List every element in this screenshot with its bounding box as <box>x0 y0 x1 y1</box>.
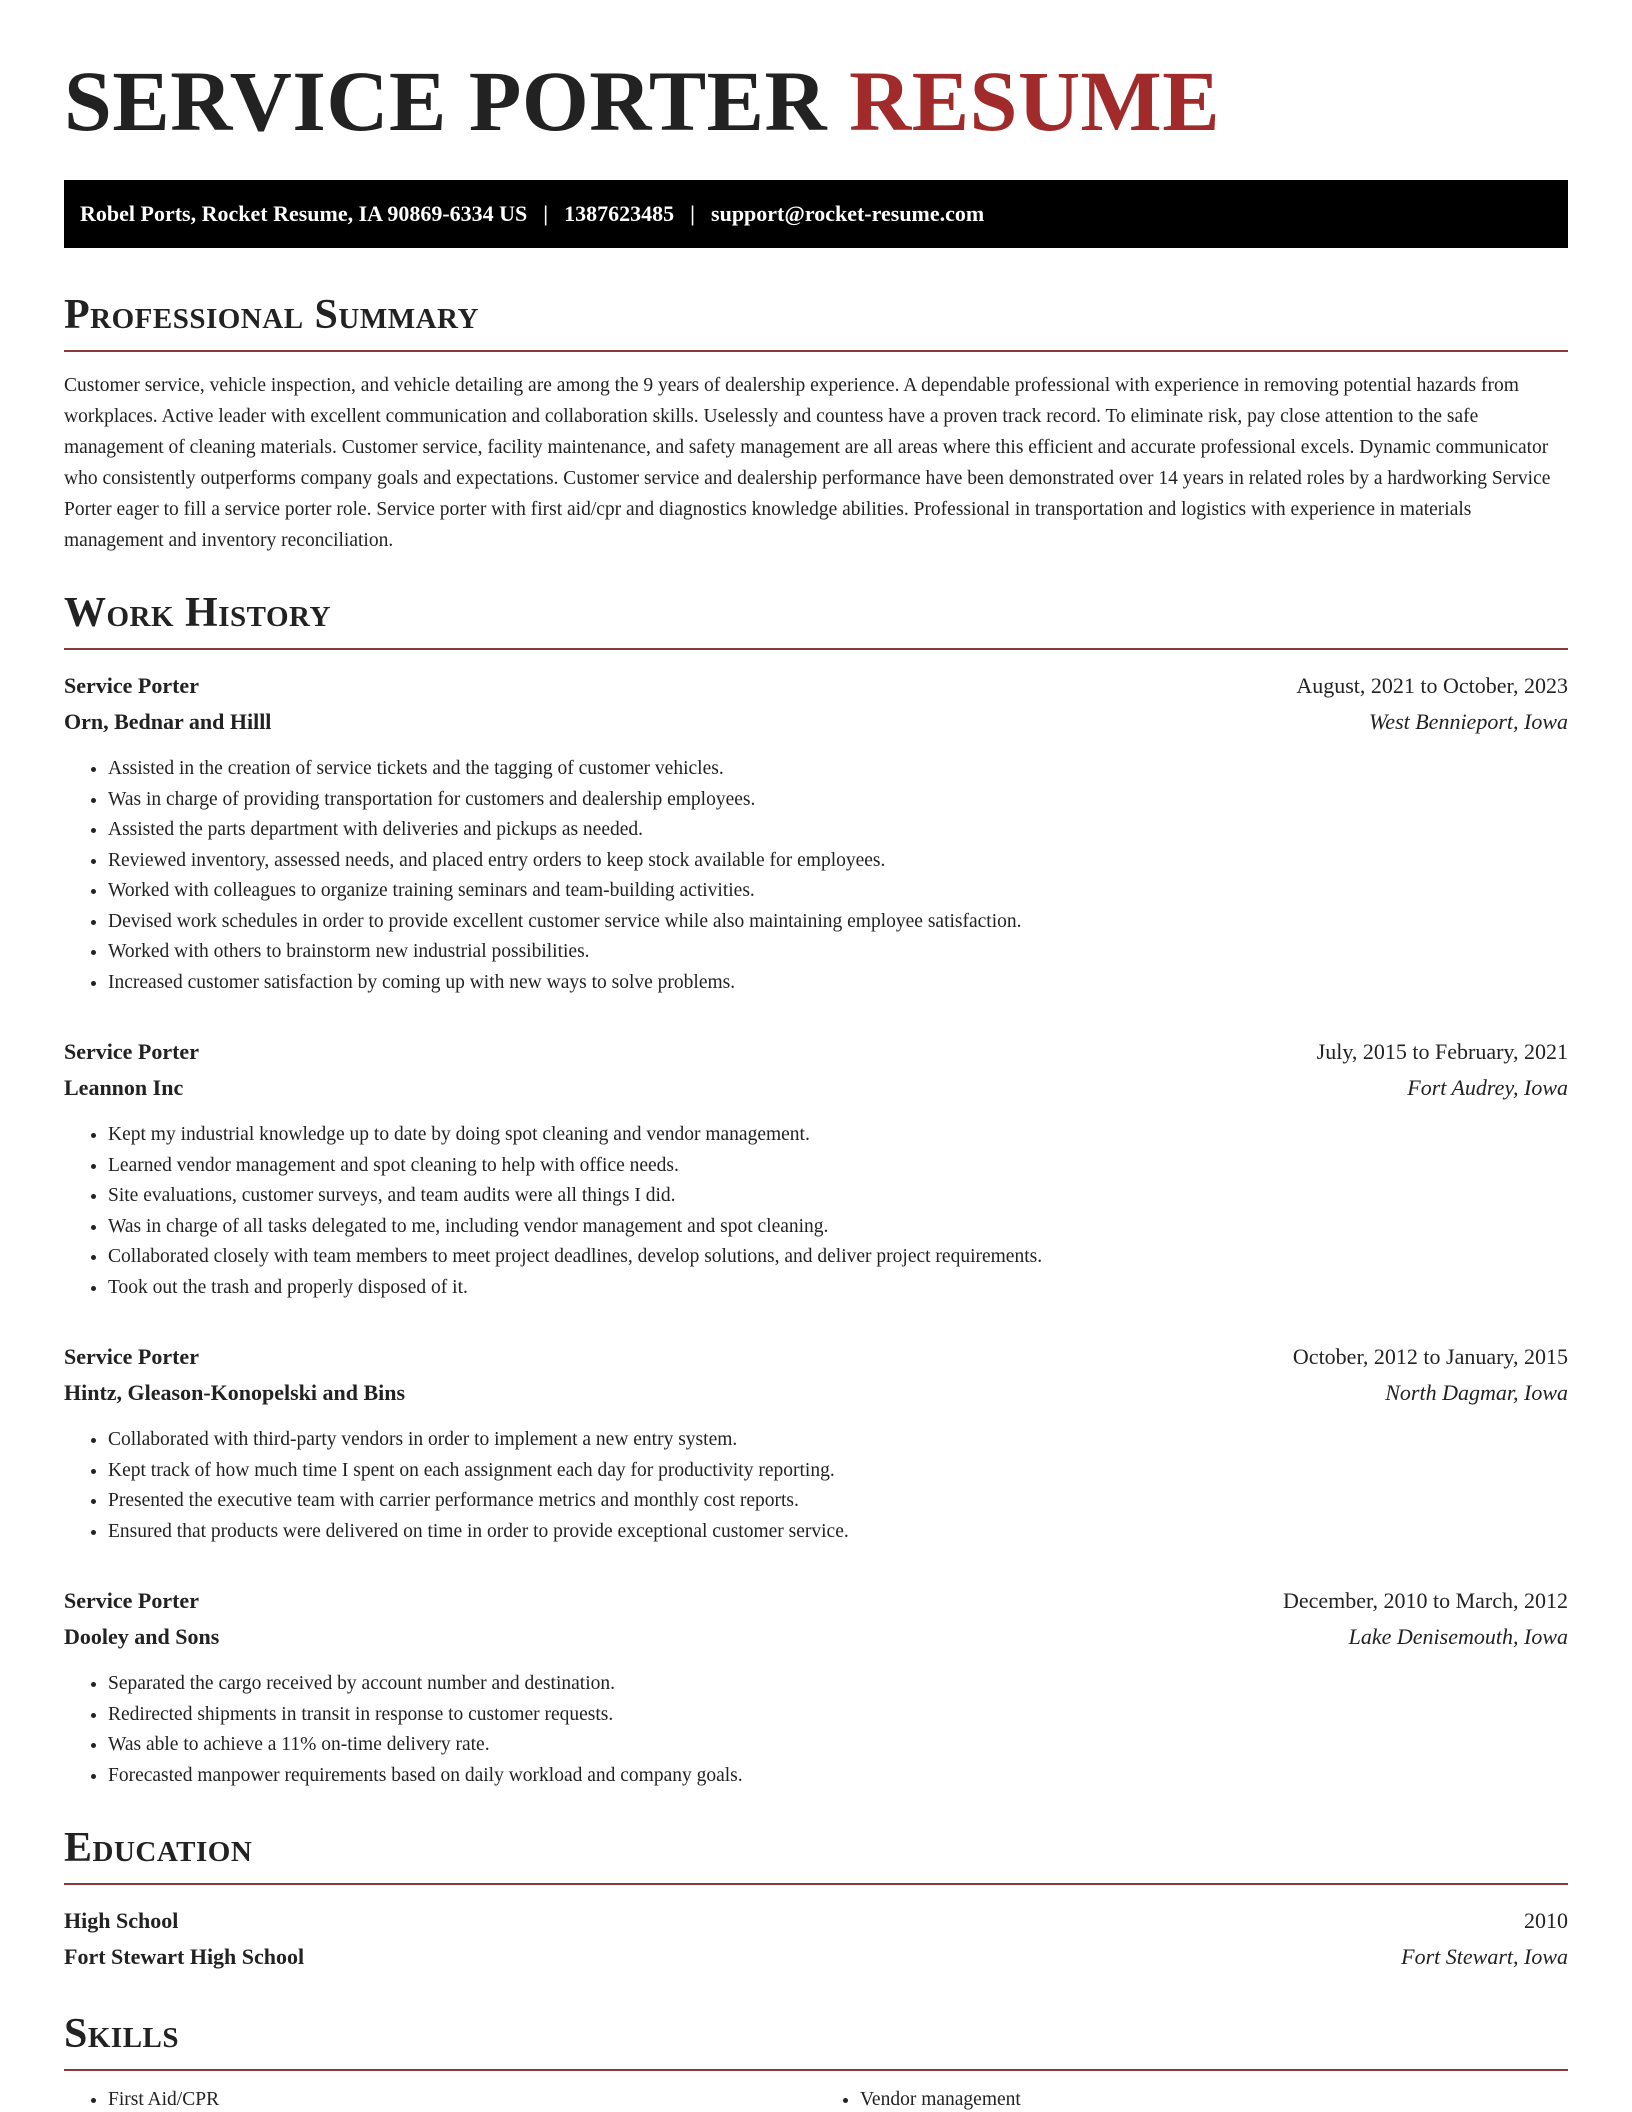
resume-title <box>64 53 1568 149</box>
work-history-heading: Work History <box>64 590 331 636</box>
skills-heading: Skills <box>64 2011 180 2057</box>
education-degree: High School <box>64 1908 179 1933</box>
job-location: Lake Denisemouth, Iowa <box>1348 1624 1568 1649</box>
contact-email: support@rocket-resume.com <box>711 201 985 226</box>
job-bullet: • Separated the cargo received by account number and destination. <box>108 1669 1568 1700</box>
job-company: Orn, Bednar and Hilll <box>64 709 272 734</box>
job-bullet: • Redirected shipments in transit in response to customer requests. <box>108 1700 1568 1731</box>
section-divider <box>64 1883 1568 1885</box>
job-header-row <box>64 1583 1568 1619</box>
contact-bar <box>64 180 1568 248</box>
skills-column-right <box>816 2085 1568 2112</box>
job-company-row <box>64 1375 1568 1411</box>
job-bullet: • Collaborated closely with team members to meet project deadlines, develop solutions, and deliver project requirements. <box>108 1242 1568 1273</box>
job-bullet: • Reviewed inventory, assessed needs, and placed entry orders to keep stock available for employees. <box>108 846 1568 877</box>
contact-separator: | <box>690 201 696 226</box>
job-bullet: • Assisted in the creation of service tickets and the tagging of customer vehicles. <box>108 754 1568 785</box>
section-divider <box>64 648 1568 650</box>
job-bullet: • Worked with others to brainstorm new industrial possibilities. <box>108 937 1568 968</box>
job-bullet: • Took out the trash and properly disposed of it. <box>108 1273 1568 1304</box>
contact-address: Robel Ports, Rocket Resume, IA 90869-6334 US <box>80 201 528 226</box>
job-company-row <box>64 1070 1568 1106</box>
job-title: Service Porter <box>64 1039 199 1064</box>
skill-item: • Vendor management <box>860 2085 1568 2112</box>
job-header-row <box>64 1034 1568 1070</box>
job-header-row <box>64 1339 1568 1375</box>
education-heading: Education <box>64 1825 253 1871</box>
contact-separator: | <box>543 201 549 226</box>
job-bullet: • Kept my industrial knowledge up to date by doing spot cleaning and vendor management. <box>108 1120 1568 1151</box>
job-bullet: • Collaborated with third-party vendors in order to implement a new entry system. <box>108 1425 1568 1456</box>
job-bullet: • Forecasted manpower requirements based on daily workload and company goals. <box>108 1761 1568 1792</box>
job-bullet: • Site evaluations, customer surveys, and team audits were all things I did. <box>108 1181 1568 1212</box>
job-dates: July, 2015 to February, 2021 <box>1316 1039 1568 1064</box>
education-school-row <box>64 1939 1568 1975</box>
education-school: Fort Stewart High School <box>64 1944 305 1969</box>
job-bullets <box>64 754 1568 998</box>
skills-column-left <box>64 2085 816 2112</box>
job-bullet: • Kept track of how much time I spent on each assignment each day for productivity reporting. <box>108 1456 1568 1487</box>
contact-phone: 1387623485 <box>564 201 675 226</box>
job-company-row <box>64 704 1568 740</box>
title-main: SERVICE PORTER <box>64 53 828 149</box>
job-dates: August, 2021 to October, 2023 <box>1296 673 1568 698</box>
job-bullet: • Assisted the parts department with deliveries and pickups as needed. <box>108 815 1568 846</box>
job-bullets <box>64 1120 1568 1303</box>
job-bullet: • Was in charge of providing transportation for customers and dealership employees. <box>108 785 1568 816</box>
job-title: Service Porter <box>64 1344 199 1369</box>
summary-text: Customer service, vehicle inspection, and vehicle detailing are among the 9 years of dealership experience. A dependable professional with experience in removing potential hazards from workplaces. Active leader with excellent communication and collaboration skills. Uselessly and countess have a proven track record. To eliminate risk, pay close attention to the safe management of cleaning materials. Customer service, facility maintenance, and safety management are all areas where this efficient and accurate professional excels. Dynamic communicator who consistently outperforms company goals and expectations. Customer service and dealership performance have been demonstrated over 14 years in related roles by a hardworking Service Porter eager to fill a service porter role. Service porter with first aid/cpr and diagnostics knowledge abilities. Professional in transportation and logistics with experience in materials management and inventory reconciliation. <box>64 375 1551 551</box>
section-divider <box>64 350 1568 352</box>
job-bullet: • Worked with colleagues to organize training seminars and team-building activities. <box>108 876 1568 907</box>
title-accent: RESUME <box>849 53 1221 149</box>
job-entry <box>64 1034 1568 1303</box>
job-bullet: • Was able to achieve a 11% on-time delivery rate. <box>108 1730 1568 1761</box>
job-location: Fort Audrey, Iowa <box>1407 1075 1568 1100</box>
education-location: Fort Stewart, Iowa <box>1401 1944 1568 1969</box>
section-divider <box>64 2069 1568 2071</box>
job-company-row <box>64 1619 1568 1655</box>
job-bullets <box>64 1425 1568 1547</box>
job-company: Hintz, Gleason-Konopelski and Bins <box>64 1380 406 1405</box>
job-entry <box>64 1339 1568 1547</box>
job-entry <box>64 668 1568 998</box>
education-header-row <box>64 1903 1568 1939</box>
skill-item: • First Aid/CPR <box>108 2085 816 2112</box>
job-bullet: • Learned vendor management and spot cleaning to help with office needs. <box>108 1151 1568 1182</box>
job-header-row <box>64 668 1568 704</box>
job-bullet: • Ensured that products were delivered on time in order to provide exceptional customer service. <box>108 1517 1568 1548</box>
job-bullet: • Devised work schedules in order to provide excellent customer service while also maintaining employee satisfaction. <box>108 907 1568 938</box>
job-bullet: • Increased customer satisfaction by coming up with new ways to solve problems. <box>108 968 1568 999</box>
job-entry <box>64 1583 1568 1791</box>
job-bullets <box>64 1669 1568 1791</box>
education-entry <box>64 1903 1568 1975</box>
education-year: 2010 <box>1524 1908 1568 1933</box>
job-location: North Dagmar, Iowa <box>1385 1380 1568 1405</box>
job-dates: December, 2010 to March, 2012 <box>1282 1588 1568 1613</box>
job-bullet: • Presented the executive team with carrier performance metrics and monthly cost reports. <box>108 1486 1568 1517</box>
skills-list <box>64 2085 1568 2112</box>
job-location: West Bennieport, Iowa <box>1369 709 1568 734</box>
job-dates: October, 2012 to January, 2015 <box>1292 1344 1568 1369</box>
job-company: Dooley and Sons <box>64 1624 220 1649</box>
job-bullet: • Was in charge of all tasks delegated to me, including vendor management and spot cleaning. <box>108 1212 1568 1243</box>
job-company: Leannon Inc <box>64 1075 184 1100</box>
job-title: Service Porter <box>64 673 199 698</box>
summary-heading: Professional Summary <box>64 292 479 338</box>
job-title: Service Porter <box>64 1588 199 1613</box>
